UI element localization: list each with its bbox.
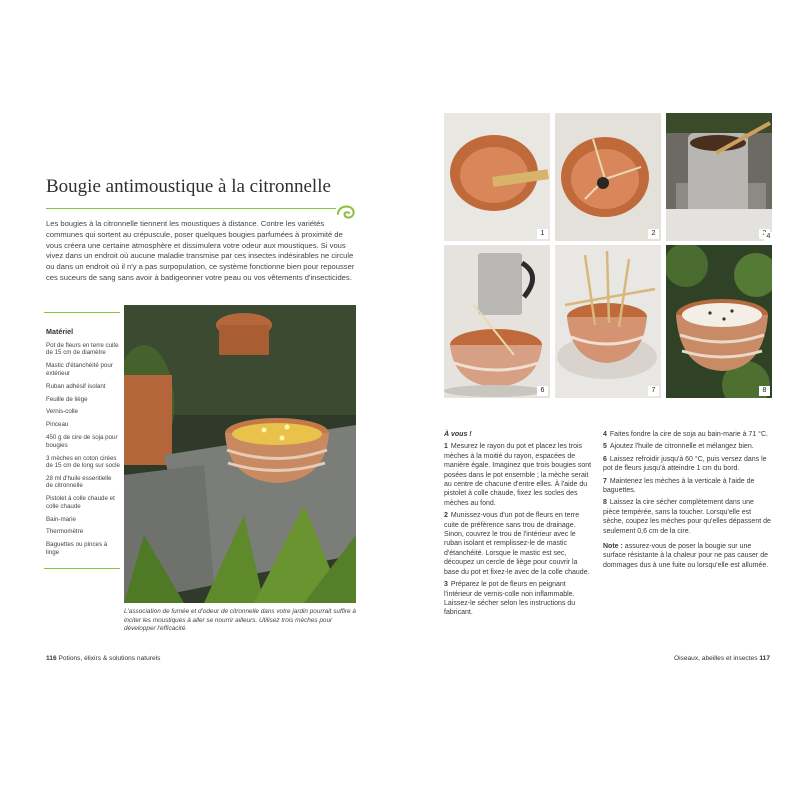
- material-item: Bain-marie: [46, 515, 76, 523]
- intro-paragraph: Les bougies à la citronnelle tiennent les moustiques à distance. Contre les variétés communes qui sortent au crépuscule, poser quelques bougies parfumées à proximité de vous créera une certaine atmosphère et dissimulera votre odeur aux moustiques. Si vous vivez dans un endroit où aucune maladie transmise par ces insectes indésirables ne circule ou dans un endroit où il n'y a pas surpopulation, ce système fonctionne bien pour repousser ces suceurs de sang sans avoir à badigeonner votre peau ou vos vêtements d'insecticides.: [46, 219, 355, 282]
- step-item: 6 Laissez refroidir jusqu'à 60 °C, puis versez dans le pot de fleurs jusqu'à atteindre 1 cm du bord.: [603, 455, 767, 473]
- step-item: 5 Ajoutez l'huile de citronnelle et mélangez bien.: [603, 443, 754, 451]
- candle-garden-photo: [124, 305, 356, 603]
- step-item: 7 Maintenez les mèches à la verticale à l'aide de baguettes.: [603, 477, 755, 495]
- step-photo-6: [444, 245, 550, 398]
- instructions-heading: À vous !: [444, 431, 472, 438]
- photo-number: 7: [648, 386, 659, 396]
- step-item: 3 Préparez le pot de fleurs en peignant l'intérieur de vernis-colle non inflammable. Laissez-le sécher selon les instructions du fabricant.: [444, 581, 576, 617]
- step-photo-2: [555, 113, 661, 241]
- instructions-column-left: [444, 430, 592, 621]
- material-item: 450 g de cire de soja pour bougies: [46, 434, 118, 449]
- page-title: Bougie antimoustique à la citronnelle: [46, 176, 331, 197]
- step-item: 4 Faites fondre la cire de soja au bain-marie à 71 °C.: [603, 431, 768, 438]
- materials-title: Matériel: [46, 327, 74, 336]
- materials-list: [46, 342, 120, 556]
- left-page-number: 116: [46, 655, 57, 662]
- photo-number: 8: [759, 386, 770, 396]
- instructions-column-right: [603, 430, 771, 573]
- material-item: Feuille de liège: [46, 395, 88, 403]
- material-item: Pot de fleurs en terre cuite de 15 cm de diamètre: [46, 342, 119, 357]
- step-photo-3: [666, 113, 772, 241]
- right-page-number: 117: [759, 655, 770, 662]
- left-section-title: Potions, élixirs & solutions naturels: [58, 655, 161, 662]
- step-item: 8 Laissez la cire sécher complètement dans une pièce tempérée, sans la toucher. Lorsqu'elle est sèche, coupez les mèches pour qu'elles dépassent de seulement 0,6 cm de la cire.: [603, 499, 771, 535]
- material-item: Pistolet à colle chaude et colle chaude: [46, 495, 115, 510]
- material-item: Pinceau: [46, 421, 69, 429]
- step-item: 1 Mesurez le rayon du pot et placez les trois mèches à la moitié du rayon, espacées de manière égale. Imaginez que trois bougies sont posées dans le pot ensemble ; la mèche serait au centre de chacune d'entre elles. À l'aide du pistolet à colle chaude, fixez les socles des mèches au fond.: [444, 443, 592, 507]
- photo-caption: L'association de fumée et d'odeur de citronnelle dans votre jardin pourrait suffire à inciter les moustiques à aller se nourrir ailleurs. Utilisez trois mèches pour développer l'efficacité.: [124, 608, 356, 633]
- step-photo-8: [666, 245, 772, 398]
- photo-number: 6: [537, 386, 548, 396]
- photo-number: 2: [648, 229, 659, 239]
- material-item: Ruban adhésif isolant: [46, 382, 106, 390]
- material-item: Thermomètre: [46, 528, 84, 536]
- material-item: Mastic d'étanchéité pour extérieur: [46, 362, 113, 377]
- step-photo-7: [555, 245, 661, 398]
- photo-number: 4: [764, 232, 773, 242]
- note: Note : assurez-vous de poser la bougie sur une surface résistante à la chaleur pour ne pas causer de dommages dus à une fuite ou lorsqu'elle est allumée.: [603, 543, 769, 569]
- materials-sidebar: [44, 312, 120, 569]
- material-item: 28 ml d'huile essentielle de citronnelle: [46, 474, 112, 490]
- photo-number: 1: [537, 229, 548, 239]
- left-folio: [46, 655, 160, 662]
- material-item: 3 mèches en coton cirées de 15 cm de long sur socle: [46, 454, 120, 469]
- material-item: Vernis-colle: [46, 408, 78, 416]
- right-section-title: Oiseaux, abeilles et insectes: [673, 655, 758, 662]
- material-item: Baguettes ou pinces à linge: [46, 541, 108, 556]
- title-rule: [46, 208, 336, 209]
- step-item: 2 Munissez-vous d'un pot de fleurs en terre cuite de préférence sans trou de drainage. Sinon, couvrez le trou de l'intérieur avec le ruban isolant et remplissez-le de mastic d'étanchéité. Lorsque le mastic est sec, découpez un cercle de liège pour couvrir la base du pot et fixez-le avec de la colle chaude.: [444, 512, 590, 576]
- step-photo-1: [444, 113, 550, 241]
- right-folio: [674, 655, 770, 662]
